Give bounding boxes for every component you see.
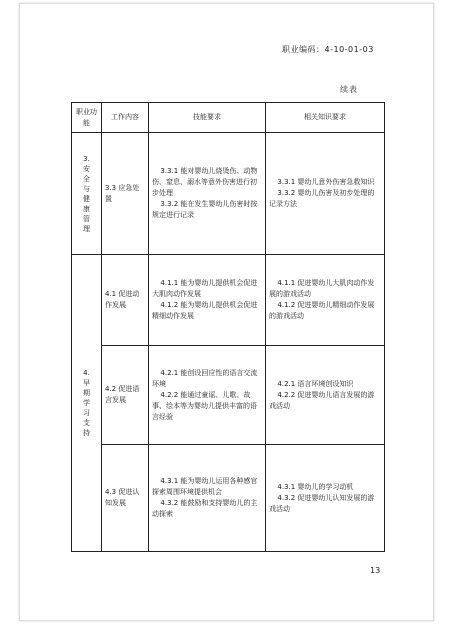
table-row bbox=[72, 346, 385, 445]
skills-cell bbox=[149, 255, 266, 346]
knowledge-item: 3.3.2 婴幼儿伤害及初步处理的记录方法 bbox=[269, 189, 375, 208]
function-cell bbox=[72, 255, 102, 552]
content-cell bbox=[102, 255, 149, 346]
skill-item: 4.3.1 能为婴幼儿运用各种感官探索周围环境提供机会 bbox=[152, 477, 258, 496]
knowledge-item: 4.1.1 促进婴幼儿大肌肉动作发展的游戏活动 bbox=[269, 279, 375, 298]
skills-cell bbox=[149, 133, 266, 255]
knowledge-item: 4.1.2 促进婴幼儿精细动作发展的游戏活动 bbox=[269, 301, 375, 320]
content-label: 4.1 促进动作发展 bbox=[105, 290, 140, 309]
content-cell bbox=[102, 445, 149, 552]
continued-label: 续表 bbox=[340, 85, 358, 94]
skill-item: 4.1.1 能为婴幼儿提供机会促进大肌肉动作发展 bbox=[152, 279, 258, 298]
table-row bbox=[72, 133, 385, 255]
function-cell bbox=[72, 133, 102, 255]
skill-item: 4.2.1 能创设回应性的语言交流环境 bbox=[152, 368, 258, 388]
page-number: 13 bbox=[370, 566, 381, 575]
content-cell bbox=[102, 346, 149, 445]
skills-table bbox=[71, 102, 385, 552]
skills-cell bbox=[149, 445, 266, 552]
col-header-skills: 技能要求 bbox=[149, 103, 266, 133]
col-header-knowledge: 相关知识要求 bbox=[266, 103, 385, 133]
col-header-content: 工作内容 bbox=[102, 103, 149, 133]
function-label: 4.早期学习支持 bbox=[83, 369, 90, 437]
content-label: 4.3 促进认知发展 bbox=[105, 488, 140, 507]
content-label: 4.2 促进语言发展 bbox=[105, 385, 140, 404]
table-header-row bbox=[72, 103, 385, 133]
knowledge-cell bbox=[266, 346, 385, 445]
skill-item: 4.1.2 能为婴幼儿提供机会促进精细动作发展 bbox=[152, 301, 258, 320]
skill-item: 3.3.1 能对婴幼儿烧烫伤、动物伤、窒息、溺水等意外伤害进行初步处理 bbox=[152, 167, 258, 197]
function-label: 3.安全与健康管理 bbox=[83, 154, 90, 233]
occupation-code: 职业编码：4-10-01-03 bbox=[282, 45, 374, 54]
knowledge-item: 4.2.1 语言环境创设知识 bbox=[277, 379, 354, 388]
knowledge-cell bbox=[266, 255, 385, 346]
col-header-function: 职业功能 bbox=[72, 103, 102, 133]
knowledge-item: 4.3.1 婴幼儿的学习动机 bbox=[277, 482, 354, 491]
skill-item: 3.3.2 能在发生婴幼儿伤害时按规定进行记录 bbox=[152, 200, 258, 219]
skill-item: 4.2.2 能通过童谣、儿歌、故事、绘本等为婴幼儿提供丰富的语言经验 bbox=[152, 390, 257, 421]
knowledge-cell bbox=[266, 445, 385, 552]
knowledge-cell bbox=[266, 133, 385, 255]
table-row bbox=[72, 445, 385, 552]
content-cell bbox=[102, 133, 149, 255]
content-label: 3.3 应急处置 bbox=[105, 183, 140, 203]
knowledge-item: 4.2.2 促进婴幼儿语言发展的游戏活动 bbox=[269, 390, 375, 410]
table-row bbox=[72, 255, 385, 346]
skills-cell bbox=[149, 346, 266, 445]
skill-item: 4.3.2 能鼓励和支持婴幼儿的主动探索 bbox=[152, 499, 258, 518]
knowledge-item: 4.3.2 促进婴幼儿认知发展的游戏活动 bbox=[269, 493, 375, 513]
knowledge-item: 3.3.1 婴幼儿意外伤害急救知识 bbox=[277, 178, 375, 186]
